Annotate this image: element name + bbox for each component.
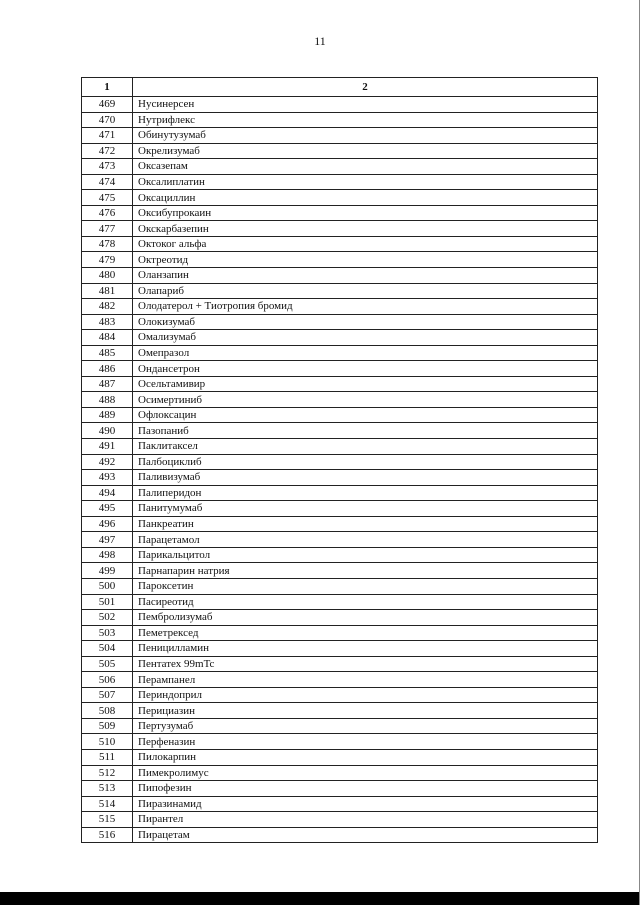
drug-name: Пимекролимус	[133, 765, 598, 781]
row-number: 499	[82, 563, 133, 579]
row-number: 507	[82, 687, 133, 703]
row-number: 475	[82, 190, 133, 206]
drug-name: Нутрифлекс	[133, 112, 598, 128]
table-row	[82, 796, 598, 812]
row-number: 487	[82, 376, 133, 392]
row-number: 484	[82, 330, 133, 346]
table-row	[82, 128, 598, 144]
row-number: 471	[82, 128, 133, 144]
row-number: 493	[82, 470, 133, 486]
row-number: 516	[82, 827, 133, 843]
row-number: 478	[82, 236, 133, 252]
table-row	[82, 610, 598, 626]
row-number: 502	[82, 610, 133, 626]
row-number: 495	[82, 501, 133, 517]
table-row	[82, 641, 598, 657]
table-row	[82, 112, 598, 128]
drug-name: Палиперидон	[133, 485, 598, 501]
table-row	[82, 361, 598, 377]
table-row	[82, 299, 598, 315]
row-number: 479	[82, 252, 133, 268]
scan-bottom-edge	[0, 892, 640, 905]
table-row	[82, 330, 598, 346]
drug-name: Парикальцитол	[133, 547, 598, 563]
row-number: 500	[82, 578, 133, 594]
row-number: 491	[82, 439, 133, 455]
row-number: 469	[82, 97, 133, 113]
drug-name: Пазопаниб	[133, 423, 598, 439]
drug-name: Перициазин	[133, 703, 598, 719]
row-number: 510	[82, 734, 133, 750]
drug-name: Оксазепам	[133, 159, 598, 175]
table-row	[82, 236, 598, 252]
table-header-row	[82, 78, 598, 97]
row-number: 470	[82, 112, 133, 128]
drug-name: Паклитаксел	[133, 439, 598, 455]
drug-name: Олодатерол + Тиотропия бромид	[133, 299, 598, 315]
row-number: 501	[82, 594, 133, 610]
row-number: 514	[82, 796, 133, 812]
row-number: 511	[82, 749, 133, 765]
column-header-number: 1	[82, 78, 133, 97]
drug-name: Парнапарин натрия	[133, 563, 598, 579]
drug-name: Оксибупрокаин	[133, 205, 598, 221]
table-row	[82, 345, 598, 361]
drug-name: Октреотид	[133, 252, 598, 268]
drug-name: Пароксетин	[133, 578, 598, 594]
row-number: 498	[82, 547, 133, 563]
table-row	[82, 687, 598, 703]
drug-name: Пеметрексед	[133, 625, 598, 641]
table-row	[82, 656, 598, 672]
drug-name: Омализумаб	[133, 330, 598, 346]
table-row	[82, 547, 598, 563]
row-number: 481	[82, 283, 133, 299]
row-number: 503	[82, 625, 133, 641]
drug-name: Оксациллин	[133, 190, 598, 206]
column-header-name: 2	[133, 78, 598, 97]
table-row	[82, 501, 598, 517]
drug-name: Перфеназин	[133, 734, 598, 750]
table-row	[82, 314, 598, 330]
table-row	[82, 485, 598, 501]
drug-name: Ондансетрон	[133, 361, 598, 377]
row-number: 492	[82, 454, 133, 470]
table-row	[82, 407, 598, 423]
row-number: 505	[82, 656, 133, 672]
row-number: 477	[82, 221, 133, 237]
drug-name: Пилокарпин	[133, 749, 598, 765]
table-row	[82, 190, 598, 206]
drug-name: Палбоциклиб	[133, 454, 598, 470]
drug-name: Оланзапин	[133, 268, 598, 284]
table-row	[82, 532, 598, 548]
table-row	[82, 454, 598, 470]
drug-list-table	[81, 77, 598, 843]
table-row	[82, 563, 598, 579]
table-row	[82, 205, 598, 221]
row-number: 496	[82, 516, 133, 532]
drug-name: Нусинерсен	[133, 97, 598, 113]
drug-name: Обинутузумаб	[133, 128, 598, 144]
table-row	[82, 718, 598, 734]
drug-name: Октоког альфа	[133, 236, 598, 252]
table-row	[82, 827, 598, 843]
row-number: 474	[82, 174, 133, 190]
row-number: 490	[82, 423, 133, 439]
row-number: 472	[82, 143, 133, 159]
row-number: 476	[82, 205, 133, 221]
table-row	[82, 268, 598, 284]
table-row	[82, 283, 598, 299]
table-row	[82, 516, 598, 532]
drug-name: Панитумумаб	[133, 501, 598, 517]
table-row	[82, 734, 598, 750]
table-row	[82, 97, 598, 113]
page-number: 11	[314, 34, 326, 48]
row-number: 497	[82, 532, 133, 548]
table-row	[82, 781, 598, 797]
drug-name: Пирантел	[133, 812, 598, 828]
drug-name: Окрелизумаб	[133, 143, 598, 159]
table-row	[82, 470, 598, 486]
drug-name: Паливизумаб	[133, 470, 598, 486]
row-number: 509	[82, 718, 133, 734]
drug-name: Пасиреотид	[133, 594, 598, 610]
drug-name: Осимертиниб	[133, 392, 598, 408]
row-number: 486	[82, 361, 133, 377]
table-row	[82, 594, 598, 610]
table-row	[82, 765, 598, 781]
table-row	[82, 252, 598, 268]
table-body	[82, 97, 598, 843]
row-number: 473	[82, 159, 133, 175]
table-row	[82, 749, 598, 765]
row-number: 504	[82, 641, 133, 657]
drug-name: Пембролизумаб	[133, 610, 598, 626]
table-row	[82, 221, 598, 237]
table-row	[82, 174, 598, 190]
row-number: 515	[82, 812, 133, 828]
drug-name: Пертузумаб	[133, 718, 598, 734]
drug-name: Олокизумаб	[133, 314, 598, 330]
table-row	[82, 143, 598, 159]
table-row	[82, 812, 598, 828]
row-number: 488	[82, 392, 133, 408]
drug-name: Пиразинамид	[133, 796, 598, 812]
row-number: 494	[82, 485, 133, 501]
table-row	[82, 578, 598, 594]
row-number: 489	[82, 407, 133, 423]
table-row	[82, 703, 598, 719]
table-row	[82, 423, 598, 439]
drug-name: Окскарбазепин	[133, 221, 598, 237]
drug-name: Периндоприл	[133, 687, 598, 703]
table-row	[82, 159, 598, 175]
drug-name: Панкреатин	[133, 516, 598, 532]
row-number: 506	[82, 672, 133, 688]
drug-name: Офлоксацин	[133, 407, 598, 423]
table-row	[82, 376, 598, 392]
drug-name: Пеницилламин	[133, 641, 598, 657]
drug-name: Омепразол	[133, 345, 598, 361]
row-number: 480	[82, 268, 133, 284]
drug-name: Пирацетам	[133, 827, 598, 843]
row-number: 508	[82, 703, 133, 719]
row-number: 483	[82, 314, 133, 330]
row-number: 485	[82, 345, 133, 361]
row-number: 513	[82, 781, 133, 797]
drug-name: Пипофезин	[133, 781, 598, 797]
row-number: 482	[82, 299, 133, 315]
table-row	[82, 439, 598, 455]
drug-name: Олапариб	[133, 283, 598, 299]
drug-name: Перампанел	[133, 672, 598, 688]
drug-name: Оксалиплатин	[133, 174, 598, 190]
drug-name: Парацетамол	[133, 532, 598, 548]
drug-name: Осельтамивир	[133, 376, 598, 392]
drug-name: Пентатех 99mTc	[133, 656, 598, 672]
table-row	[82, 625, 598, 641]
row-number: 512	[82, 765, 133, 781]
table-row	[82, 672, 598, 688]
table-row	[82, 392, 598, 408]
